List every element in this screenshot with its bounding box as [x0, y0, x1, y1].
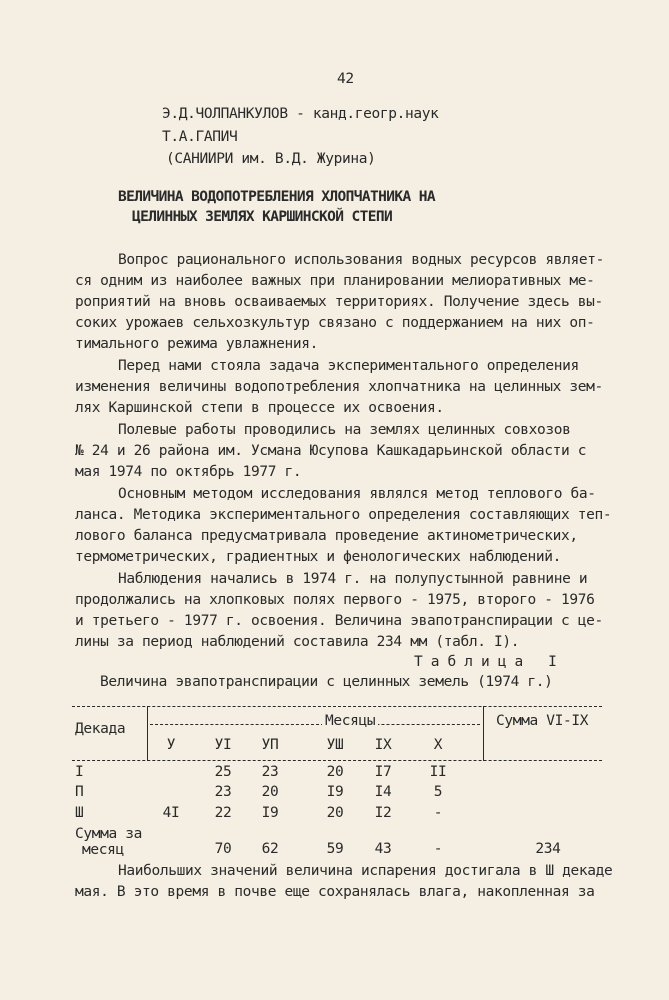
- header-months: Месяцы: [322, 712, 378, 730]
- total-sum: 234: [535, 841, 561, 857]
- body-line: ся одним из наиболее важных при планировании мелиоративных ме-: [75, 273, 595, 289]
- body-line: Основным методом исследования являлся метод теплового ба-: [118, 486, 596, 502]
- total-label: Сумма за: [75, 826, 143, 842]
- body-line: № 24 и 26 района им. Усмана Юсупова Кашкадарьинской области с: [75, 443, 587, 459]
- body-line: изменения величины водопотребления хлопчатника на целинных зем-: [75, 379, 603, 395]
- months-rule: [150, 724, 480, 725]
- body-line: лового баланса предусматривала проведение актинометрических,: [75, 528, 578, 544]
- table-cell: I4: [374, 784, 392, 800]
- table-cell: 20: [261, 784, 279, 800]
- body-line: термометрических, градиентных и фенологических наблюдений.: [75, 549, 562, 565]
- table-cell: 25: [214, 764, 232, 780]
- table-cell: I2: [374, 805, 392, 821]
- body-line: Перед нами стояла задача экспериментального определения: [118, 358, 579, 374]
- total-cell: 59: [326, 841, 344, 857]
- table-header-rule: [72, 760, 602, 761]
- body-line: Наблюдения начались в 1974 г. на полупустынной равнине и: [118, 571, 588, 587]
- author-line-3: (САНИИРИ им. В.Д. Журина): [166, 151, 376, 167]
- total-cell: -: [433, 841, 443, 857]
- table-cell: 4I: [162, 805, 180, 821]
- month-label: УI: [214, 737, 232, 753]
- month-label: У: [166, 737, 176, 753]
- body-line: ланса. Методика экспериментального определения составляющих теп-: [75, 507, 612, 523]
- table-caption: Величина эвапотранспирации с целинных земель (1974 г.): [100, 674, 553, 690]
- table-label: Т а б л и ц а I: [414, 654, 557, 670]
- month-label: X: [433, 737, 443, 753]
- body-line: Полевые работы проводились на землях целинных совхозов: [118, 422, 571, 438]
- total-cell: 70: [214, 841, 232, 857]
- body-line: лях Каршинской степи в процессе их освоения.: [75, 400, 444, 416]
- total-label: месяц: [82, 842, 124, 858]
- table-cell: I9: [326, 784, 344, 800]
- header-sum: Сумма VI-IX: [496, 713, 589, 729]
- month-label: IX: [374, 737, 392, 753]
- total-cell: 62: [261, 841, 279, 857]
- author-line-1: Э.Д.ЧОЛПАНКУЛОВ - канд.геогр.наук: [162, 106, 439, 122]
- table-cell: 20: [326, 764, 344, 780]
- title-line-1: ВЕЛИЧИНА ВОДОПОТРЕБЛЕНИЯ ХЛОПЧАТНИКА НА: [118, 189, 436, 205]
- table-divider-left: [147, 706, 148, 761]
- table-cell: II: [429, 764, 447, 780]
- table-cell: 23: [261, 764, 279, 780]
- body-line: тимального режима увлажнения.: [75, 336, 319, 352]
- table-top-rule: [72, 706, 602, 707]
- body-line: мая. В это время в почве еще сохранялась влага, накопленная за: [75, 884, 595, 900]
- author-line-2: Т.А.ГАПИЧ: [162, 129, 238, 145]
- body-line: Наибольших значений величина испарения достигала в Ш декаде: [118, 863, 613, 879]
- table-cell: 23: [214, 784, 232, 800]
- month-label: УП: [261, 737, 279, 753]
- body-line: лины за период наблюдений составила 234 мм (табл. I).: [75, 634, 520, 650]
- total-cell: 43: [374, 841, 392, 857]
- body-line: роприятий на вновь осваиваемых территориях. Получение здесь вы-: [75, 294, 603, 310]
- body-line: Вопрос рационального использования водных ресурсов являет-: [118, 252, 605, 268]
- table-row-label: П: [75, 784, 84, 800]
- table-row-label: Ш: [75, 805, 84, 821]
- title-line-2: ЦЕЛИННЫХ ЗЕМЛЯХ КАРШИНСКОЙ СТЕПИ: [132, 209, 393, 225]
- table-cell: -: [433, 805, 443, 821]
- body-line: продолжались на хлопковых полях первого - 1975, второго - 1976: [75, 592, 595, 608]
- table-cell: 22: [214, 805, 232, 821]
- header-decade: Декада: [75, 721, 126, 737]
- page-number: 42: [337, 71, 354, 87]
- body-line: и третьего - 1977 г. освоения. Величина эвапотранспирации с це-: [75, 613, 603, 629]
- body-line: мая 1974 по октябрь 1977 г.: [75, 464, 302, 480]
- table-cell: I9: [261, 805, 279, 821]
- table-divider-right: [483, 706, 484, 761]
- body-line: соких урожаев сельхозкультур связано с поддержанием на них оп-: [75, 315, 595, 331]
- table-row-label: I: [75, 764, 84, 780]
- table-cell: 20: [326, 805, 344, 821]
- table-cell: 5: [433, 784, 443, 800]
- month-label: УШ: [326, 737, 344, 753]
- table-cell: I7: [374, 764, 392, 780]
